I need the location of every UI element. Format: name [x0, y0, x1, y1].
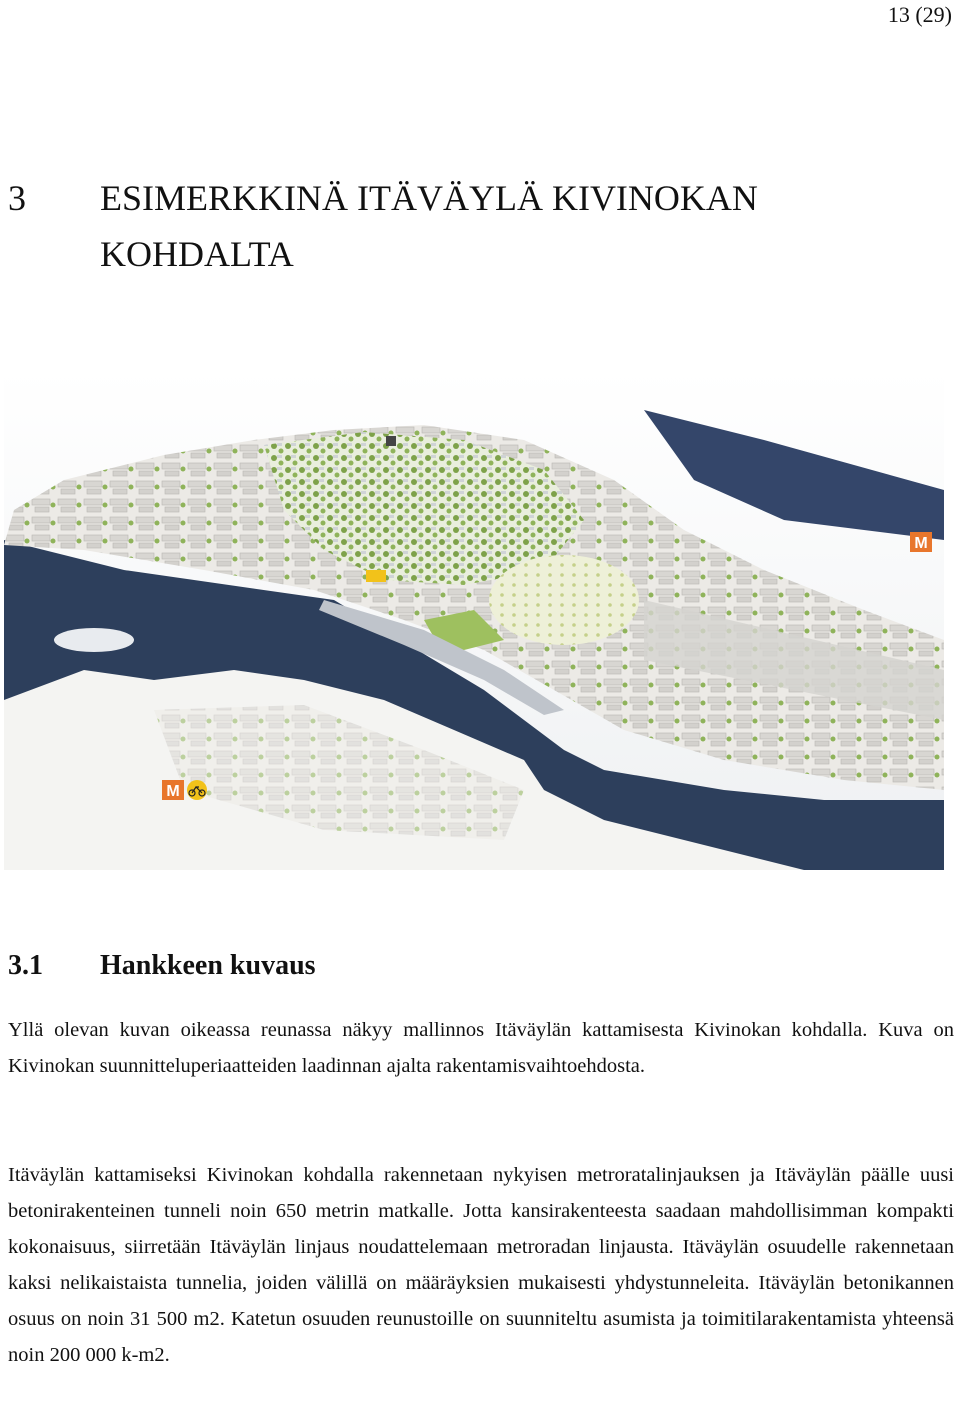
small-island [54, 628, 134, 652]
subsection-number: 3.1 [8, 950, 43, 981]
park-field [489, 555, 639, 645]
section-title: ESIMERKKINÄ ITÄVÄYLÄ KIVINOKAN KOHDALTA [100, 178, 758, 274]
aerial-model-figure [4, 370, 944, 870]
page-number: 13 (29) [887, 2, 952, 27]
paragraph-intro: Yllä olevan kuvan oikeassa reunassa näkyy mallinnos Itäväylän kattamisesta Kivinokan kohdalla. Kuva on Kivinokan suunnitteluperiaatteiden laadinnan ajalta rakentamisvaihtoehdosta. [8, 1019, 954, 1077]
metro-marker-right [910, 532, 932, 552]
metro-marker-left [162, 780, 184, 800]
paragraph-tunnel: Itäväylän kattamiseksi Kivinokan kohdalla rakennetaan nykyisen metroratalinjauksen ja Itäväylän päälle uusi betonirakenteinen tunneli noin 650 metrin matkalle. Jotta kansirakenteesta saadaan mahdollisimman kompakti kokonaisuus, siirretään Itäväylän linjaus noudattelemaan metroradan linjausta. Itäväylän osuudelle rakennetaan kaksi nelikaistaista tunnelia, joiden välillä on määräyksien mukaisesti yhdystunneleita. Itäväylän betonikannen osuus on noin 31 500 m2. Katetun osuuden reunustoille on suunniteltu asumista ja toimitilarakentamista yhteensä noin 200 000 k-m2. [8, 1164, 954, 1366]
section-number: 3 [8, 178, 26, 218]
aerial-model-illustration [4, 370, 944, 870]
subsection-title: Hankkeen kuvaus [100, 950, 316, 981]
svg-text:M: M [914, 535, 928, 552]
svg-text:M: M [166, 783, 180, 800]
highlight-marker [366, 570, 386, 582]
bicycle-icon [187, 780, 207, 800]
map-pin-icon [386, 436, 396, 446]
